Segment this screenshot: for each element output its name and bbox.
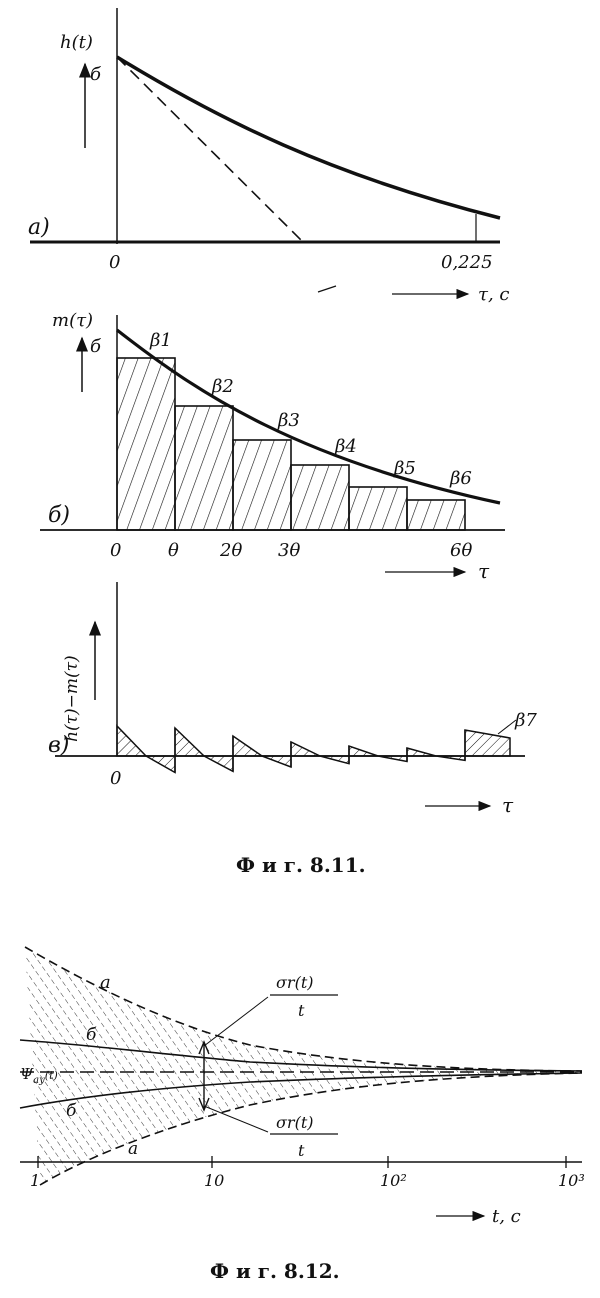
panel-c-tooth-negative	[262, 756, 291, 767]
fig812-x-tick-label: 10	[204, 1171, 225, 1190]
panel-c-tooth-positive	[291, 742, 320, 756]
panel-b-step-block	[233, 440, 291, 530]
fig812-x-tick-label: 10³	[558, 1171, 585, 1190]
panel-a-x-axis-label: τ, с	[478, 284, 510, 305]
panel-b-x-tick-label: 2θ	[220, 540, 243, 561]
panel-a-exponential-curve	[117, 57, 500, 218]
figure-8-11-caption: Ф и г. 8.11.	[236, 853, 366, 877]
fig812-label-b-top: б	[86, 1025, 97, 1045]
fig812-label-b-bottom: б	[66, 1101, 77, 1121]
panel-b-step-label: β6	[450, 468, 472, 489]
panel-c-tooth-negative	[146, 756, 175, 773]
panel-b-step-block	[175, 406, 233, 530]
fig812-lower-leader	[204, 1106, 268, 1132]
panel-b-step-block	[407, 500, 465, 530]
panel-c-tooth-positive	[175, 728, 204, 756]
panel-b-y-tick: б	[90, 336, 101, 357]
panel-b-step-label: β5	[394, 458, 416, 479]
panel-c-x-axis-label: τ	[502, 793, 514, 817]
panel-c-extra-leader	[498, 720, 516, 734]
panel-b-x-tick-label: 3θ	[278, 540, 301, 561]
panel-b-x-axis-label: τ	[478, 559, 490, 583]
panel-b-label: б)	[48, 503, 71, 528]
figure-8-12	[20, 947, 585, 1227]
panel-b-steps	[117, 358, 465, 530]
panel-a-y-tick: б	[90, 64, 101, 85]
panel-b-step-label: β1	[150, 330, 172, 351]
panel-a-x-tick-end: 0,225	[441, 252, 493, 273]
panel-b-step-label: β2	[212, 376, 234, 397]
fig812-x-axis-label: t, с	[492, 1206, 521, 1227]
panel-b-x-ticks	[110, 540, 472, 561]
panel-b-step-label: β3	[278, 410, 300, 431]
panel-c-tooth-negative	[320, 756, 349, 764]
panel-b	[40, 310, 505, 583]
panel-b-x-tick-label: 6θ	[450, 540, 473, 561]
panel-c-sawtooth	[117, 726, 510, 773]
panel-b-y-label: m(τ)	[52, 310, 94, 331]
panel-c-tooth-negative	[378, 756, 407, 762]
fig812-upper-annotation-den: t	[298, 1001, 305, 1020]
stray-mark	[318, 286, 336, 292]
panel-b-step-block	[291, 465, 349, 530]
panel-c-tooth-positive	[117, 726, 146, 756]
panel-a-y-label: h(t)	[60, 32, 93, 53]
fig812-upper-annotation-num: σr(t)	[276, 973, 314, 992]
panel-a-tangent-line	[117, 57, 303, 242]
fig812-mean-arg: (t)	[44, 1069, 58, 1082]
fig812-label-a-top: а	[100, 972, 111, 993]
fig812-lower-annotation-num: σr(t)	[276, 1113, 314, 1132]
panel-c-tooth-positive	[407, 748, 436, 756]
panel-c-y-label: h(τ)−m(τ)	[62, 655, 82, 742]
fig812-mean-symbol: Ψ	[20, 1065, 34, 1083]
panel-c-tooth-negative	[436, 756, 465, 760]
fig812-x-tick-label: 10²	[380, 1171, 407, 1190]
panel-c-tooth-positive	[349, 746, 378, 756]
panel-a	[28, 8, 509, 305]
panel-a-label: а)	[28, 215, 50, 240]
fig812-label-a-bottom: а	[128, 1139, 139, 1159]
panel-c-label: в)	[48, 733, 70, 758]
fig812-upper-leader	[204, 997, 268, 1046]
panel-c	[48, 582, 537, 817]
panel-c-extra-label: β7	[515, 710, 537, 731]
panel-b-step-block	[349, 487, 407, 530]
panel-c-tooth-positive	[233, 736, 262, 756]
panel-c-x-tick-zero: 0	[110, 768, 122, 789]
panel-c-beta7-block	[465, 730, 510, 756]
panel-b-step-label: β4	[335, 436, 357, 457]
fig812-x-ticks	[30, 1156, 585, 1190]
panel-b-step-block	[117, 358, 175, 530]
panel-b-x-tick-label: θ	[168, 540, 179, 561]
fig812-lower-annotation-den: t	[298, 1141, 305, 1160]
panel-a-x-tick-zero: 0	[109, 252, 121, 273]
fig812-x-tick-label: 1	[30, 1171, 41, 1190]
fig812-mean-subscript: ay	[33, 1075, 45, 1086]
panel-b-x-tick-label: 0	[110, 540, 122, 561]
figure-8-12-caption: Ф и г. 8.12.	[210, 1259, 340, 1283]
panel-c-tooth-negative	[204, 756, 233, 771]
